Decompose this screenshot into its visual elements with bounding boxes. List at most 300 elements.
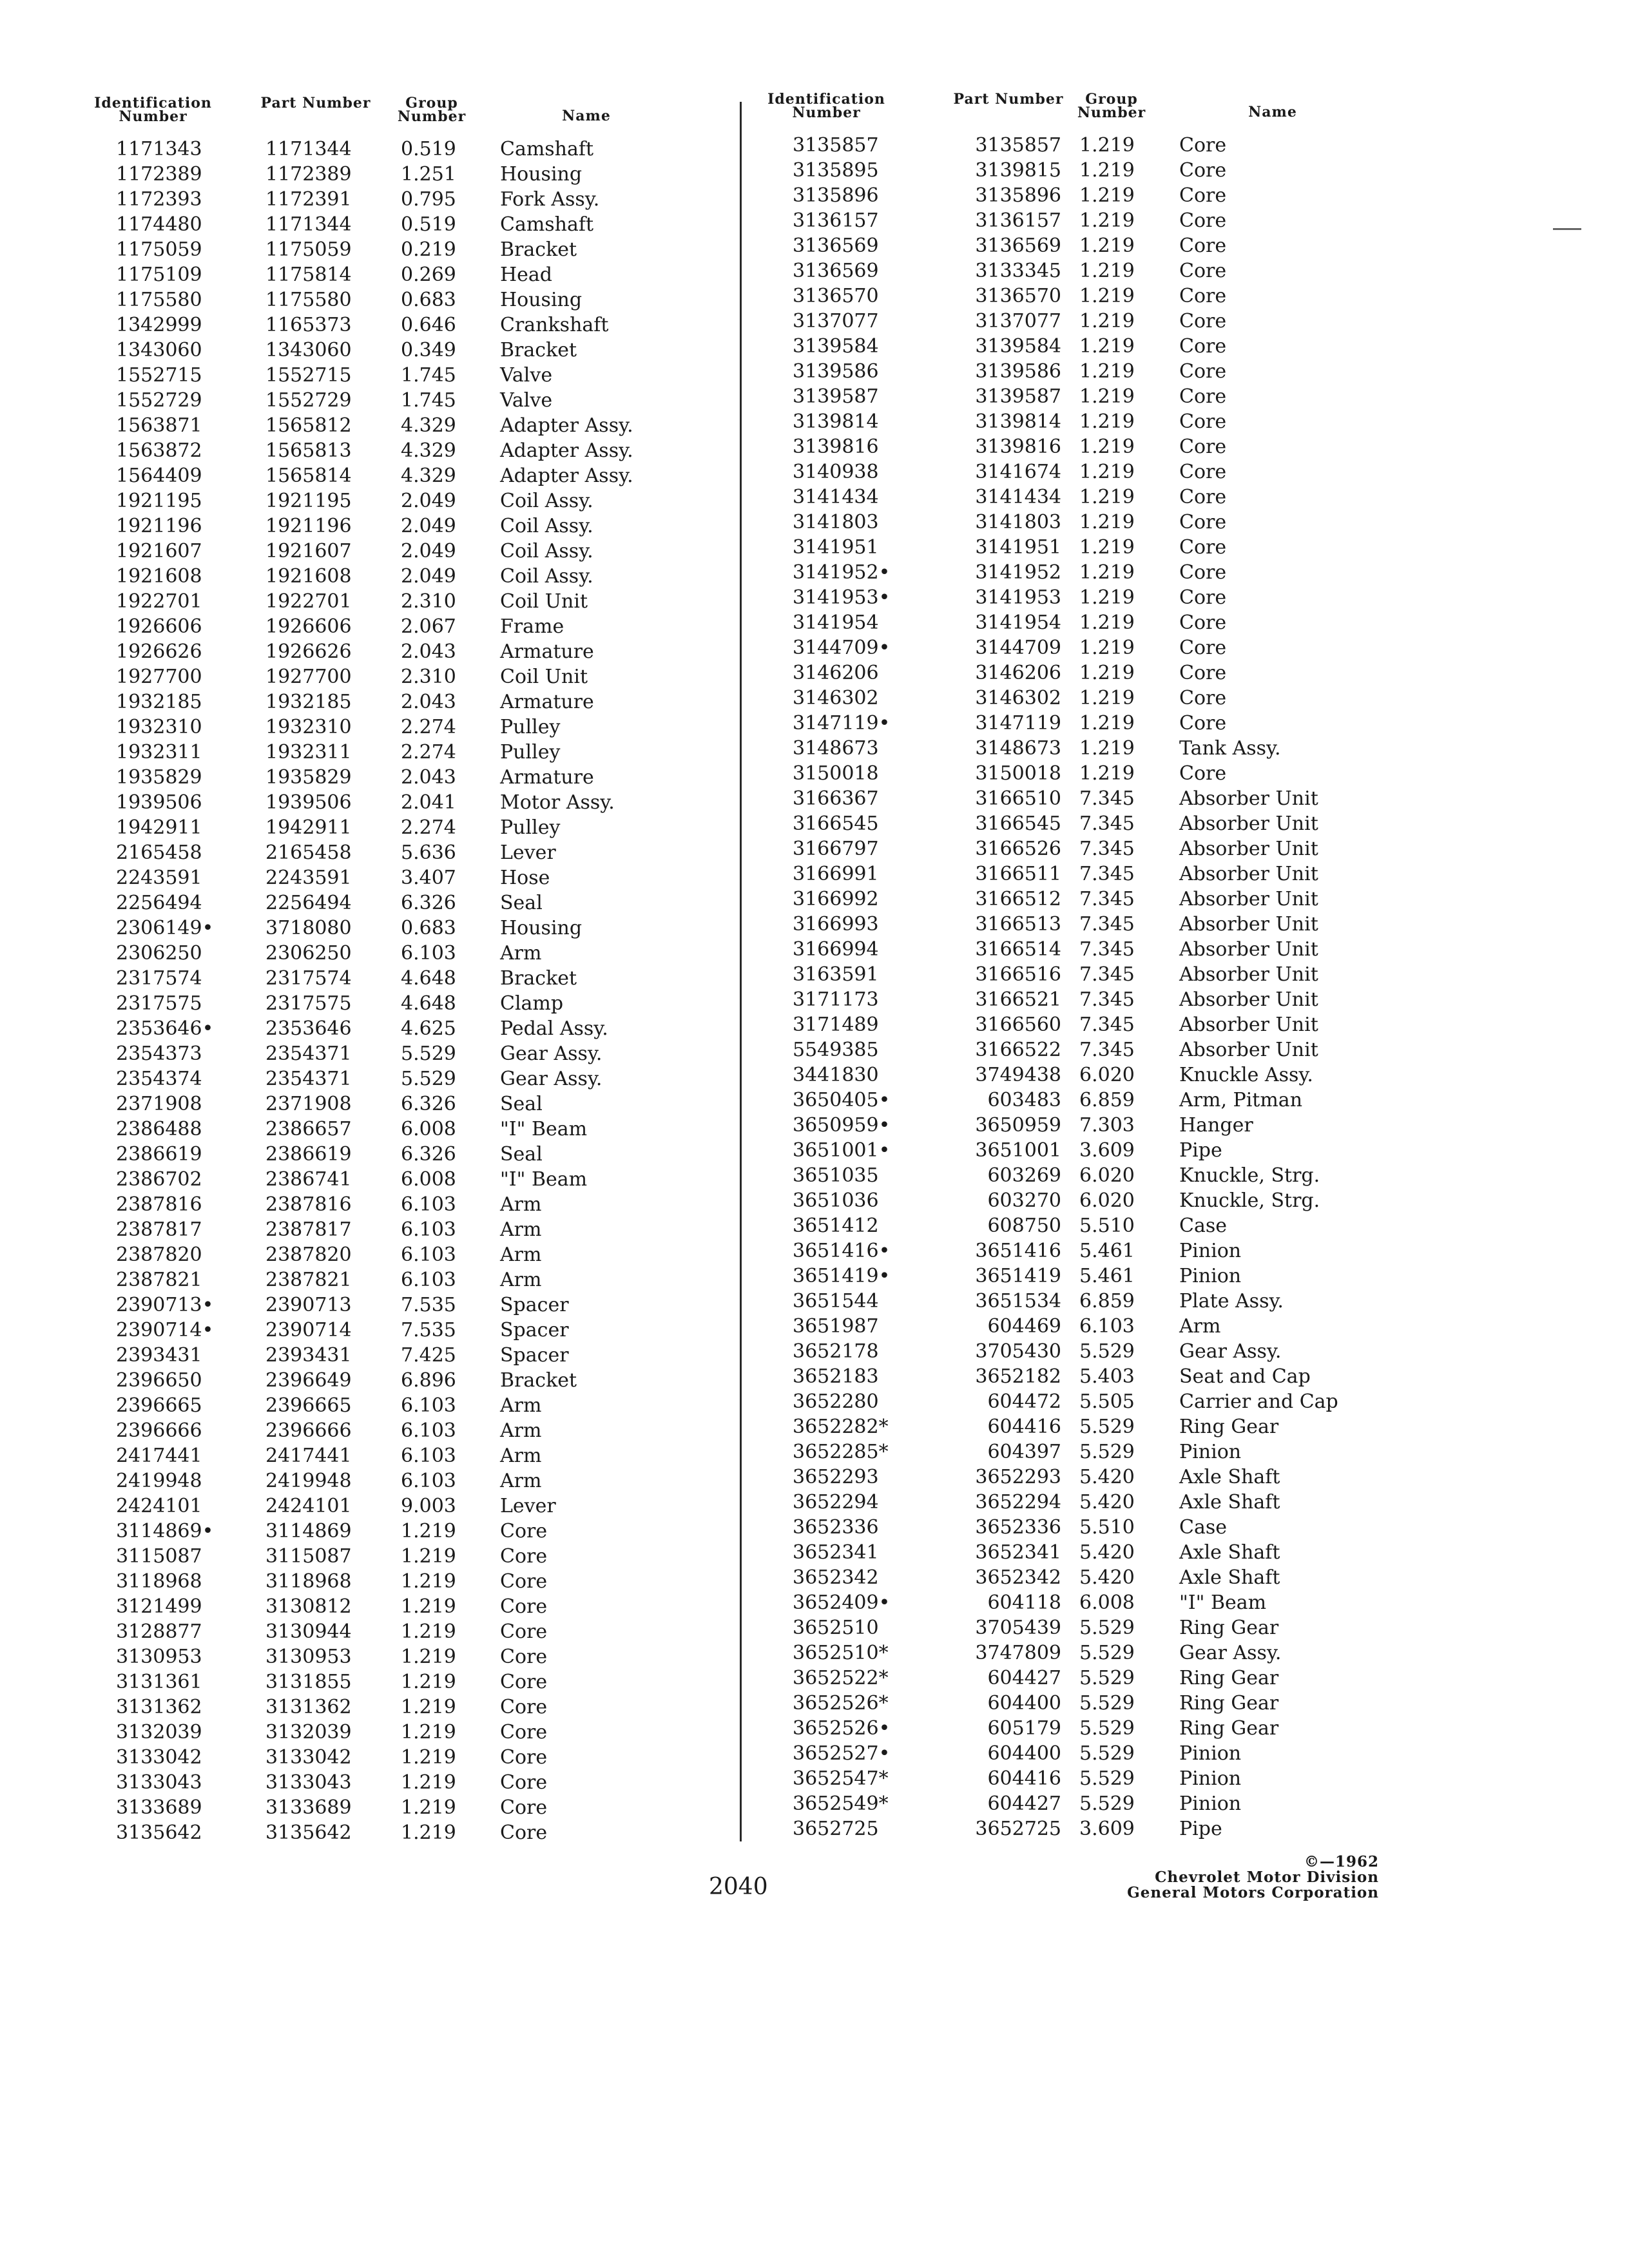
identification-number: 2306149•: [116, 917, 214, 939]
part-name: Gear Assy.: [1179, 1340, 1282, 1363]
table-row: [84, 1443, 664, 1468]
part-name: Ring Gear: [1179, 1692, 1279, 1715]
identification-number: 2424101: [116, 1495, 202, 1517]
part-name: Absorber Unit: [1179, 888, 1318, 910]
part-name: Core: [1179, 285, 1227, 307]
identification-number: 3652178: [793, 1340, 879, 1363]
part-name: Core: [1179, 762, 1227, 785]
part-name: Pinion: [1179, 1441, 1242, 1463]
part-name: Hose: [500, 867, 550, 889]
identification-number: 1922701: [116, 590, 202, 613]
part-number: 3705439: [975, 1617, 1061, 1639]
table-row: [84, 1267, 664, 1293]
part-name: Absorber Unit: [1179, 963, 1318, 986]
part-name: Core: [1179, 511, 1227, 533]
part-number: 1922701: [265, 590, 352, 613]
table-row: [757, 258, 1376, 284]
part-number: 3651534: [975, 1290, 1061, 1312]
group-number: 7.345: [1079, 812, 1135, 835]
group-number: 1.219: [401, 1646, 456, 1668]
part-number: 1565813: [265, 439, 352, 462]
part-name: Coil Assy.: [500, 565, 593, 588]
part-number: 3166526: [975, 838, 1061, 860]
identification-number: 3141954: [793, 611, 879, 634]
part-name: Ring Gear: [1179, 1617, 1279, 1639]
table-row: [84, 1318, 664, 1343]
part-name: Core: [1179, 335, 1227, 358]
part-number: 604397: [987, 1441, 1061, 1463]
group-number: 5.461: [1079, 1240, 1135, 1262]
group-number: 6.103: [1079, 1315, 1135, 1338]
group-number: 7.345: [1079, 838, 1135, 860]
part-name: Axle Shaft: [1179, 1466, 1280, 1488]
header-identification-number: Identification Number: [94, 95, 212, 125]
part-name: Core: [500, 1746, 548, 1769]
identification-number: 1927700: [116, 666, 202, 688]
header-group-number: Group Number: [397, 95, 467, 125]
identification-number: 1935829: [116, 766, 202, 789]
group-number: 4.329: [401, 465, 456, 487]
page-number: 2040: [709, 1874, 768, 1900]
group-number: 6.103: [401, 1394, 456, 1417]
part-number: 604472: [987, 1390, 1061, 1413]
group-number: 3.609: [1079, 1818, 1135, 1840]
part-name: Axle Shaft: [1179, 1491, 1280, 1514]
part-name: Hanger: [1179, 1114, 1253, 1137]
footer-division: Chevrolet Motor Division: [1155, 1869, 1379, 1886]
table-row: [757, 459, 1376, 485]
part-number: 3141953: [975, 586, 1061, 609]
part-number: 2396649: [265, 1369, 352, 1392]
table-row: [84, 488, 664, 514]
table-row: [757, 1414, 1376, 1439]
part-number: 1175580: [265, 289, 352, 311]
part-number: 3135857: [975, 134, 1061, 157]
part-name: Absorber Unit: [1179, 938, 1318, 961]
table-row: [84, 1117, 664, 1142]
part-number: 2396665: [265, 1394, 352, 1417]
part-number: 3141434: [975, 486, 1061, 508]
group-number: 1.219: [401, 1821, 456, 1844]
table-row: [84, 1594, 664, 1619]
part-number: 1172389: [265, 163, 352, 186]
part-name: Housing: [500, 289, 583, 311]
group-number: 2.043: [401, 766, 456, 789]
part-name: Core: [1179, 712, 1227, 735]
part-name: Core: [500, 1796, 548, 1819]
group-number: 4.648: [401, 967, 456, 990]
part-name: Lever: [500, 841, 556, 864]
table-row: [757, 1213, 1376, 1238]
group-number: 4.329: [401, 414, 456, 437]
part-number: 3118968: [265, 1570, 352, 1593]
identification-number: 2353646•: [116, 1017, 214, 1040]
part-number: 2390713: [265, 1294, 352, 1316]
group-number: 1.219: [401, 1545, 456, 1568]
table-row: [757, 987, 1376, 1012]
group-number: 7.345: [1079, 988, 1135, 1011]
part-number: 3139815: [975, 159, 1061, 182]
part-name: Armature: [500, 766, 594, 789]
table-row: [757, 535, 1376, 560]
group-number: 1.219: [1079, 410, 1135, 433]
table-row: [757, 409, 1376, 434]
table-row: [757, 384, 1376, 409]
part-number: 3141951: [975, 536, 1061, 559]
part-number: 3141803: [975, 511, 1061, 533]
identification-number: 3141953•: [793, 586, 891, 609]
table-row: [84, 463, 664, 488]
identification-number: 3652526•: [793, 1717, 891, 1740]
part-name: Core: [500, 1721, 548, 1744]
part-name: Pinion: [1179, 1240, 1242, 1262]
group-number: 2.049: [401, 540, 456, 562]
identification-number: 2165458: [116, 841, 202, 864]
part-name: Core: [500, 1671, 548, 1693]
table-row: [84, 438, 664, 463]
group-number: 7.345: [1079, 963, 1135, 986]
table-row: [757, 1238, 1376, 1264]
group-number: 6.859: [1079, 1290, 1135, 1312]
group-number: 0.219: [401, 238, 456, 261]
identification-number: 3651544: [793, 1290, 879, 1312]
part-name: Pinion: [1179, 1265, 1242, 1287]
identification-number: 2306250: [116, 942, 202, 965]
identification-number: 3150018: [793, 762, 879, 785]
identification-number: 3650959•: [793, 1114, 891, 1137]
header-identification-number: Identification Number: [767, 91, 885, 121]
part-name: Core: [1179, 486, 1227, 508]
part-name: Arm: [500, 1445, 542, 1467]
table-row: [757, 1088, 1376, 1113]
table-row: [84, 916, 664, 941]
table-row: [757, 861, 1376, 887]
identification-number: 2256494: [116, 892, 202, 914]
table-row: [757, 309, 1376, 334]
identification-number: 2387816: [116, 1193, 202, 1216]
part-name: Adapter Assy.: [500, 439, 633, 462]
part-name: Bracket: [500, 1369, 577, 1392]
group-number: 1.745: [401, 364, 456, 387]
group-number: 7.345: [1079, 1014, 1135, 1036]
part-number: 3651001: [975, 1139, 1061, 1162]
identification-number: 3652526*: [793, 1692, 889, 1715]
table-row: [84, 1016, 664, 1041]
identification-number: 2387820: [116, 1244, 202, 1266]
part-number: 3651416: [975, 1240, 1061, 1262]
part-name: Knuckle Assy.: [1179, 1064, 1313, 1086]
table-row: [84, 187, 664, 212]
part-name: Core: [1179, 687, 1227, 709]
identification-number: 3131361: [116, 1671, 202, 1693]
part-number: 2165458: [265, 841, 352, 864]
identification-number: 3651036: [793, 1189, 879, 1212]
column-divider: [740, 102, 742, 1841]
identification-number: 3141434: [793, 486, 879, 508]
part-number: 1921607: [265, 540, 352, 562]
identification-number: 3141951: [793, 536, 879, 559]
group-number: 5.420: [1079, 1566, 1135, 1589]
part-name: Arm: [500, 1193, 542, 1216]
part-name: Core: [500, 1520, 548, 1542]
identification-number: 3652510*: [793, 1642, 889, 1664]
part-name: Bracket: [500, 339, 577, 361]
part-name: Ring Gear: [1179, 1416, 1279, 1438]
group-number: 6.103: [401, 1419, 456, 1442]
part-name: Armature: [500, 640, 594, 663]
part-name: Housing: [500, 917, 583, 939]
part-number: 603270: [987, 1189, 1061, 1212]
part-number: 2354371: [265, 1068, 352, 1090]
identification-number: 3141803: [793, 511, 879, 533]
part-number: 2396666: [265, 1419, 352, 1442]
identification-number: 3135895: [793, 159, 879, 182]
table-row: [84, 1519, 664, 1544]
table-row: [757, 585, 1376, 610]
group-number: 2.049: [401, 490, 456, 512]
group-number: 0.683: [401, 289, 456, 311]
part-name: Core: [1179, 310, 1227, 332]
table-row: [84, 1041, 664, 1066]
table-row: [84, 363, 664, 388]
group-number: 5.420: [1079, 1491, 1135, 1514]
identification-number: 2386619: [116, 1143, 202, 1166]
group-number: 1.219: [1079, 511, 1135, 533]
group-number: 0.519: [401, 138, 456, 160]
part-name: Frame: [500, 615, 564, 638]
identification-number: 1175580: [116, 289, 202, 311]
part-number: 1552729: [265, 389, 352, 412]
group-number: 2.067: [401, 615, 456, 638]
identification-number: 3133042: [116, 1746, 202, 1769]
part-name: Camshaft: [500, 138, 594, 160]
part-name: Spacer: [500, 1319, 569, 1341]
table-row: [757, 1465, 1376, 1490]
table-row: [757, 1816, 1376, 1841]
table-row: [757, 158, 1376, 183]
part-number: 3147119: [975, 712, 1061, 735]
part-name: Crankshaft: [500, 314, 609, 336]
left-table-body: [84, 137, 664, 1845]
part-number: 604469: [987, 1315, 1061, 1338]
group-number: 7.535: [401, 1319, 456, 1341]
part-number: 3114869: [265, 1520, 352, 1542]
identification-number: 3139586: [793, 360, 879, 383]
group-number: 1.219: [1079, 536, 1135, 559]
part-name: "I" Beam: [500, 1168, 588, 1191]
table-row: [757, 183, 1376, 208]
part-number: 3749438: [975, 1064, 1061, 1086]
table-row: [84, 664, 664, 689]
part-name: Case: [1179, 1516, 1227, 1539]
part-name: Core: [500, 1771, 548, 1794]
part-number: 3139587: [975, 385, 1061, 408]
part-number: 3166521: [975, 988, 1061, 1011]
part-name: Pedal Assy.: [500, 1017, 608, 1040]
group-number: 5.505: [1079, 1390, 1135, 1413]
table-row: [757, 1188, 1376, 1213]
part-number: 3141954: [975, 611, 1061, 634]
identification-number: 2371908: [116, 1093, 202, 1115]
part-number: 1935829: [265, 766, 352, 789]
identification-number: 3146302: [793, 687, 879, 709]
part-name: Arm, Pitman: [1179, 1089, 1303, 1111]
part-number: 1343060: [265, 339, 352, 361]
identification-number: 1932310: [116, 716, 202, 738]
part-number: 1927700: [265, 666, 352, 688]
part-number: 1921195: [265, 490, 352, 512]
part-name: Camshaft: [500, 213, 594, 236]
part-number: 3150018: [975, 762, 1061, 785]
identification-number: 3652527•: [793, 1742, 891, 1765]
part-name: Bracket: [500, 967, 577, 990]
part-name: "I" Beam: [1179, 1591, 1267, 1614]
table-row: [84, 1569, 664, 1594]
group-number: 1.219: [401, 1671, 456, 1693]
part-name: "I" Beam: [500, 1118, 588, 1140]
table-row: [757, 334, 1376, 359]
table-row: [757, 1062, 1376, 1088]
identification-number: 3166993: [793, 913, 879, 936]
part-number: 3132039: [265, 1721, 352, 1744]
group-number: 5.529: [401, 1043, 456, 1065]
table-row: [757, 811, 1376, 836]
identification-number: 1563871: [116, 414, 202, 437]
part-name: Knuckle, Strg.: [1179, 1164, 1320, 1187]
identification-number: 3166992: [793, 888, 879, 910]
part-number: 3139814: [975, 410, 1061, 433]
identification-number: 3139584: [793, 335, 879, 358]
group-number: 6.896: [401, 1369, 456, 1392]
table-row: [84, 1343, 664, 1368]
group-number: 1.219: [1079, 335, 1135, 358]
group-number: 6.103: [401, 942, 456, 965]
part-name: Pipe: [1179, 1139, 1222, 1162]
part-number: 604400: [987, 1692, 1061, 1715]
part-number: 3141952: [975, 561, 1061, 584]
identification-number: 1343060: [116, 339, 202, 361]
table-row: [757, 1716, 1376, 1741]
part-name: Fork Assy.: [500, 188, 600, 211]
table-row: [84, 1494, 664, 1519]
group-number: 1.219: [401, 1570, 456, 1593]
part-name: Pipe: [1179, 1818, 1222, 1840]
margin-mark: [1553, 228, 1581, 230]
part-number: 2354371: [265, 1043, 352, 1065]
part-number: 2317575: [265, 992, 352, 1015]
part-number: 2371908: [265, 1093, 352, 1115]
identification-number: 1926626: [116, 640, 202, 663]
part-name: Absorber Unit: [1179, 1039, 1318, 1061]
part-number: 2243591: [265, 867, 352, 889]
table-row: [757, 1163, 1376, 1188]
identification-number: 1552715: [116, 364, 202, 387]
part-name: Coil Assy.: [500, 540, 593, 562]
part-number: 3146206: [975, 662, 1061, 684]
publisher-footer: [1095, 1854, 1379, 1901]
part-number: 3166516: [975, 963, 1061, 986]
right-table-header: [757, 93, 1376, 133]
table-row: [757, 1540, 1376, 1565]
group-number: 5.529: [1079, 1642, 1135, 1664]
part-number: 3652341: [975, 1541, 1061, 1564]
table-row: [757, 1364, 1376, 1389]
identification-number: 3651412: [793, 1215, 879, 1237]
identification-number: 3171173: [793, 988, 879, 1011]
identification-number: 3115087: [116, 1545, 202, 1568]
identification-number: 3141952•: [793, 561, 891, 584]
part-number: 3652294: [975, 1491, 1061, 1514]
table-row: [757, 510, 1376, 535]
part-name: Core: [500, 1821, 548, 1844]
table-row: [84, 1368, 664, 1393]
group-number: 5.529: [401, 1068, 456, 1090]
group-number: 1.251: [401, 163, 456, 186]
part-number: 2387820: [265, 1244, 352, 1266]
part-name: Gear Assy.: [1179, 1642, 1282, 1664]
identification-number: 3139814: [793, 410, 879, 433]
group-number: 2.274: [401, 816, 456, 839]
part-name: Axle Shaft: [1179, 1566, 1280, 1589]
group-number: 7.303: [1079, 1114, 1135, 1137]
table-row: [84, 413, 664, 438]
group-number: 2.310: [401, 590, 456, 613]
left-parts-table: [84, 97, 664, 1845]
part-number: 1926606: [265, 615, 352, 638]
part-name: Absorber Unit: [1179, 787, 1318, 810]
header-group-number: Group Number: [1077, 91, 1146, 121]
table-row: [757, 1515, 1376, 1540]
part-name: Arm: [500, 1394, 542, 1417]
table-row: [84, 338, 664, 363]
identification-number: 1563872: [116, 439, 202, 462]
part-name: Lever: [500, 1495, 556, 1517]
identification-number: 1564409: [116, 465, 202, 487]
group-number: 5.636: [401, 841, 456, 864]
part-name: Case: [1179, 1215, 1227, 1237]
group-number: 1.219: [1079, 260, 1135, 282]
table-row: [84, 262, 664, 287]
group-number: 1.219: [1079, 184, 1135, 207]
part-name: Motor Assy.: [500, 791, 615, 814]
group-number: 0.519: [401, 213, 456, 236]
table-row: [84, 1795, 664, 1820]
part-number: 2424101: [265, 1495, 352, 1517]
group-number: 6.859: [1079, 1089, 1135, 1111]
group-number: 7.535: [401, 1294, 456, 1316]
table-row: [757, 761, 1376, 786]
table-row: [757, 284, 1376, 309]
table-row: [84, 1418, 664, 1443]
part-number: 604427: [987, 1792, 1061, 1815]
group-number: 6.103: [401, 1218, 456, 1241]
identification-number: 1172393: [116, 188, 202, 211]
part-number: 3115087: [265, 1545, 352, 1568]
table-row: [757, 434, 1376, 459]
table-row: [757, 233, 1376, 258]
table-row: [84, 966, 664, 991]
table-row: [757, 660, 1376, 686]
group-number: 1.219: [1079, 461, 1135, 483]
part-name: Core: [500, 1595, 548, 1618]
identification-number: 3146206: [793, 662, 879, 684]
identification-number: 3652282*: [793, 1416, 889, 1438]
identification-number: 3652341: [793, 1541, 879, 1564]
header-part-number: Part Number: [260, 95, 371, 111]
table-row: [84, 1393, 664, 1418]
identification-number: 1552729: [116, 389, 202, 412]
table-row: [84, 1091, 664, 1117]
